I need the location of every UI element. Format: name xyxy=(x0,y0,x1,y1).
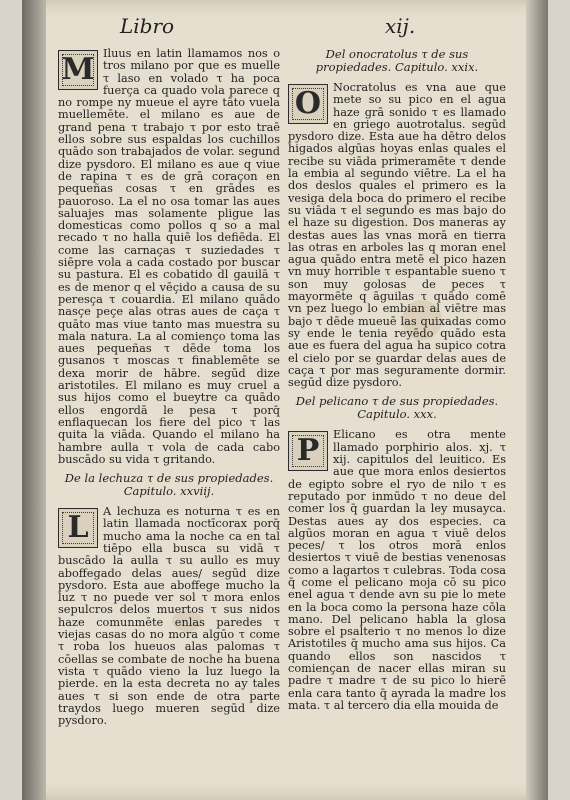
decorated-initial: L xyxy=(58,508,98,548)
running-head-left: Libro xyxy=(120,14,175,38)
gutter-shadow xyxy=(22,0,46,800)
decorated-initial: O xyxy=(288,84,328,124)
page-edge xyxy=(526,0,548,800)
decorated-initial: M xyxy=(58,50,98,90)
chapter-heading: De la lechuza τ de sus propiedades. Capitulo. xxviij. xyxy=(64,471,274,499)
chapter-heading: Del pelicano τ de sus propiedades. Capitulo. xxx. xyxy=(295,394,499,422)
decorated-initial: P xyxy=(288,431,328,471)
running-head-right: xij. xyxy=(385,14,416,38)
chapter-heading: Del onocratolus τ de sus propiedades. Capitulo. xxix. xyxy=(315,47,479,74)
text-paragraph: Nocratolus es vna aue que mete so su pico en el agua haze grā sonido τ es llamado en griego auotrotalus. segūd pysdoro dize. Esta aue ha dētro delos higados algūas hoyas enlas quales el recibe su viāda primeramēte τ dende la embia al segundo viētre. La el ha dos deslos quales el primero es la vesiga dela boca do primero el recibe su viāda τ el segundo es mas bajo do el haze su digestion. Dos maneras ay destas aues las vnas morā en tierra las otras en arboles las q moran enel agua quādo entra metē el pico hazen vn muy horrible τ espantable sueno τ son muy golosas de peces τ mayormēte q āguilas τ quādo comē vn pez luego lo embian al viētre mas bajo τ dēde mueuē las quixadas como sy ende le tenia reyēdo quādo esta aue es fuera del agua ha supico cotra el cielo por se guardar delas aues de caça τ por mas seguramente dormir. segūd dize pysdoro. xyxy=(288,81,506,390)
right-column xyxy=(288,48,506,718)
left-column xyxy=(58,48,280,733)
text-paragraph: A lechuza es noturna τ es en latin llamada noctīcorax porq̄ mucho ama la noche ca en tal tiēpo ella busca su vidā τ buscādo la aulla τ su aullo es muy aboffegado delas aues/ segūd dize pysdoro. Esta aue aboffege mucho la luz τ no puede ver sol τ mora enlos sepulcros delos muertos τ sus nidos haze comunmēte enlas paredes τ viejas casas do no mora algūo τ come τ roba los hueuos alas palomas τ cōellas se combate de noche ha buena vista τ quādo vieno la luz luego la pierde. en la esta decreta no ay tales aues τ si son ende de otra parte traydos luego mueren segūd dize pysdoro. xyxy=(58,505,280,728)
running-head xyxy=(0,14,570,44)
text-paragraph: Iluus en latin llamamos nos o tros milano por que es muelle τ laso en volado τ ha poca fuerça ca quado vola parece q no rompe ny mueue el ayre tāto vuela muellemēte. el milano es aue de grand pena τ trabajo τ por esto traē ellos sobre sus espaldas los cuchillos quādo son trabajados de volar. segund dize pysdoro. El milano es aue q viue de rapina τ es de grā coraçon en pequeñas cosas τ en grādes es pauoroso. La el no osa tomar las aues saluajes mas solamente pligue las domesticas como pollos q so a mal recado τ no halla quiē los defiēda. El come las carnaças τ suziedades τ siēpre vola a cada costado por buscar su pastura. El es cobatido dl gauilā τ es de menor q el vēçido a causa de su peresça τ couardia. El milano quādo nasçe peçe alas otras aues de caça τ quāto mas viue tanto mas muestra su mala natura. La al comienço toma las aues pequeñas τ dēde toma los gusanos τ moscas τ finablemēte se dexa morir de hābre. segūd dize aristotiles. El milano es muy cruel a sus hijos como el bueytre ca quādo ellos engordā le pesa τ porq̄ enflaquecan los fiere del pico τ las quita la viāda. Quando el milano ha hambre aulla τ vola de cada cabo buscādo su vida τ gritando. xyxy=(58,47,280,466)
text-paragraph: Elicano es otra mente llamado porphirio alos. xj. τ xij. capitulos del leuitico. Es aue que mora enlos desiertos de egipto sobre el ryo de nilo τ es reputado por inmūdo τ no deue del comer los q̄ guardan la ley musayca. Destas aues ay dos especies. ca algūos moran en agua τ viuē delos peces/ τ los otros morā enlos desiertos τ viuē de bestias venenosas como a lagartos τ culebras. Toda cosa q̄ come el pelicano moja cō su pico enel agua τ dende avn su pie lo mete en la boca como la persona haze cōla mano. Del pelicano habla la glosa sobre el psalterio τ no menos lo dize Aristotiles q̄ mucho ama sus hijos. Ca quando ellos son nascidos τ comiençan de nacer ellas miran su padre τ madre τ de su pico lo hierē enla cara tanto q̄ ayrada la madre los mata. τ al tercero dia ella mouida de xyxy=(288,428,506,712)
